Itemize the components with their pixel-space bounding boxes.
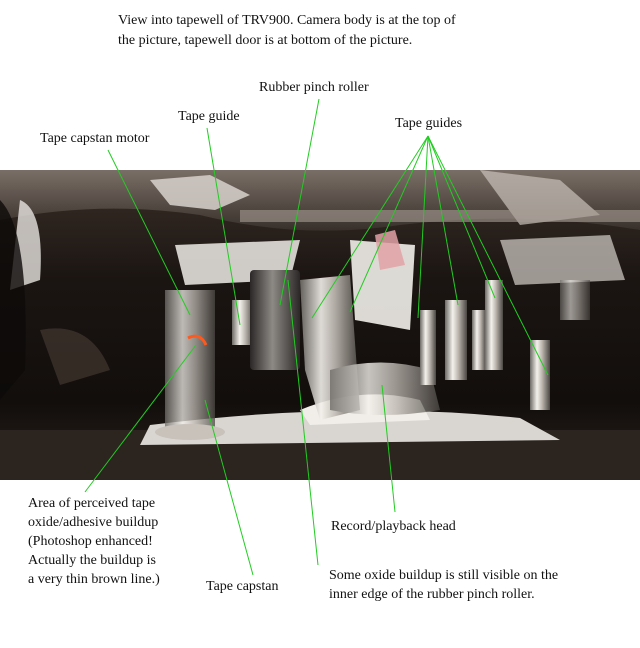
label-tape-guides: Tape guides: [395, 116, 463, 131]
label-record-playback-head: Record/playback head: [331, 519, 456, 534]
tapewell-photo: [0, 170, 640, 480]
caption-line-2: the picture, tapewell door is at bottom of the picture.: [118, 33, 413, 48]
label-tape-capstan: Tape capstan: [206, 579, 279, 594]
label-rubber-pinch-roller: Rubber pinch roller: [259, 80, 369, 95]
label-buildup-note: Area of perceived tape oxide/adhesive buildup (Photoshop enhanced! Actually the buildup is a very thin brown line.): [28, 496, 160, 587]
label-tape-capstan-motor: Tape capstan motor: [40, 131, 150, 146]
label-oxide-note: Some oxide buildup is still visible on the inner edge of the rubber pinch roller.: [329, 568, 559, 602]
label-tape-guide: Tape guide: [178, 109, 240, 124]
caption-line-1: View into tapewell of TRV900. Camera body is at the top of: [118, 13, 456, 28]
